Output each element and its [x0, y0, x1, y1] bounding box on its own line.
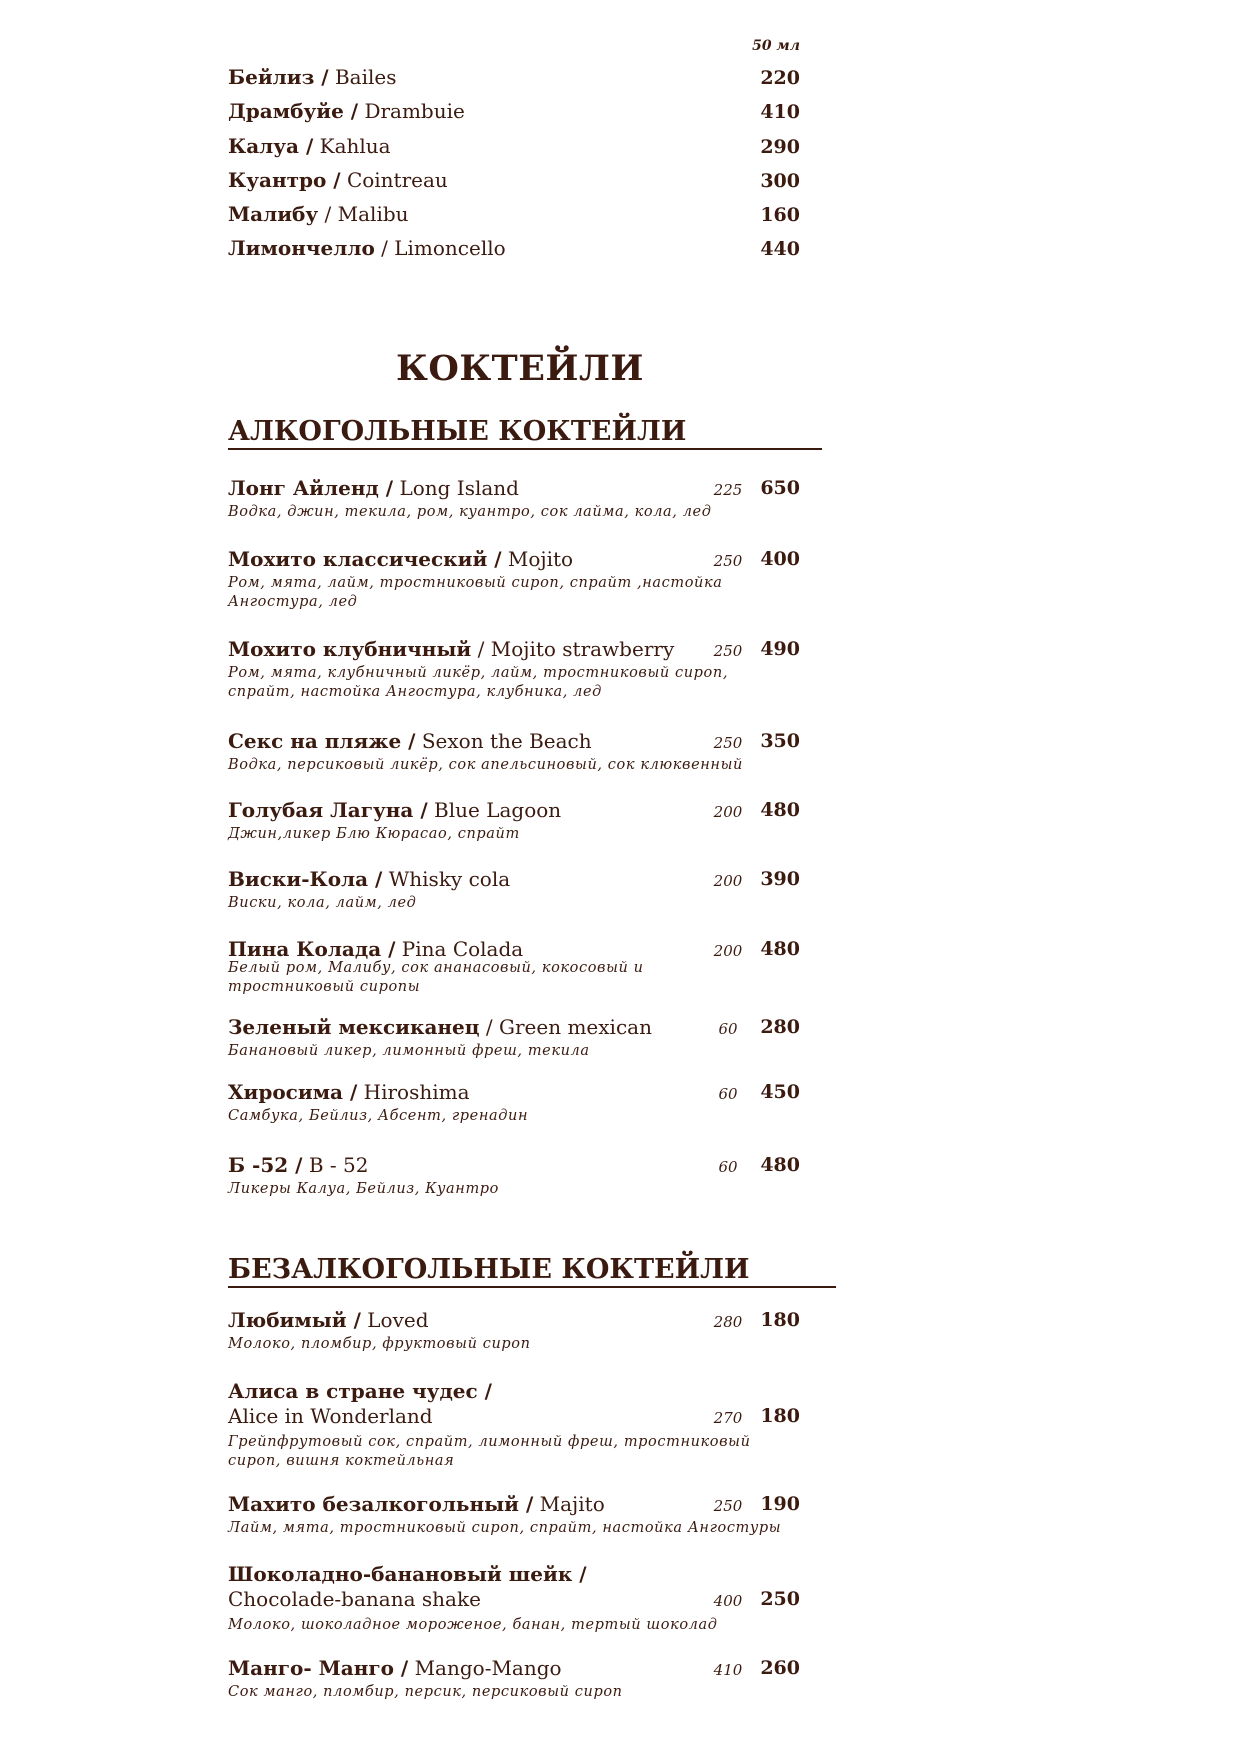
cocktail-price: 180 — [760, 1405, 800, 1427]
cocktail-item — [228, 476, 800, 522]
cocktail-item — [228, 1080, 800, 1126]
cocktail-volume: 60 — [718, 1020, 738, 1038]
cocktail-volume: 200 — [713, 803, 743, 821]
cocktail-ingredients: Молоко, шоколадное мороженое, банан, тертый шоколад — [228, 1617, 718, 1633]
liqueur-price: 410 — [760, 101, 800, 123]
cocktail-item — [228, 1153, 800, 1199]
cocktail-price: 480 — [760, 799, 800, 821]
cocktail-name: Манго- Манго / Mango-Mango — [228, 1656, 562, 1680]
cocktail-name-en: Alice in Wonderland — [228, 1404, 433, 1428]
cocktail-item — [228, 1379, 800, 1471]
liqueur-row — [228, 134, 800, 166]
cocktail-name: Мохито классический / Mojito — [228, 547, 574, 571]
liqueur-price: 290 — [760, 136, 800, 158]
liqueur-name: Куантро / Cointreau — [228, 168, 448, 192]
cocktail-name: Зеленый мексиканец / Green mexican — [228, 1015, 652, 1039]
cocktail-name: Пина Колада / Pina Colada — [228, 937, 524, 961]
cocktail-price: 450 — [760, 1081, 800, 1103]
cocktail-name-ru: Алиса в стране чудес / — [228, 1379, 492, 1403]
cocktail-name: Любимый / Loved — [228, 1308, 429, 1332]
liqueur-name: Калуа / Kahlua — [228, 134, 391, 158]
cocktail-name: Секс на пляже / Sexon the Beach — [228, 729, 592, 753]
liqueur-name: Лимончелло / Limoncello — [228, 236, 506, 260]
cocktail-ingredients: Ликеры Калуа, Бейлиз, Куантро — [228, 1181, 500, 1197]
liqueur-price: 300 — [760, 170, 800, 192]
cocktail-item — [228, 1562, 800, 1635]
cocktail-volume: 410 — [713, 1661, 743, 1679]
cocktail-name: Б -52 / B - 52 — [228, 1153, 369, 1177]
cocktail-item — [228, 1015, 800, 1061]
liqueur-row — [228, 65, 800, 97]
cocktail-item — [228, 798, 800, 844]
cocktail-item — [228, 867, 800, 913]
cocktail-price: 260 — [760, 1657, 800, 1679]
non-alcoholic-cocktails-title: БЕЗАЛКОГОЛЬНЫЕ КОКТЕЙЛИ — [228, 1254, 836, 1288]
cocktail-price: 280 — [760, 1016, 800, 1038]
cocktail-ingredients: Виски, кола, лайм, лед — [228, 895, 417, 911]
liqueur-volume-label: 50 мл — [752, 38, 800, 54]
cocktail-volume: 200 — [713, 942, 743, 960]
cocktail-ingredients: Молоко, пломбир, фруктовый сироп — [228, 1336, 531, 1352]
cocktail-ingredients: Самбука, Бейлиз, Абсент, гренадин — [228, 1108, 529, 1124]
cocktail-volume: 60 — [718, 1085, 738, 1103]
cocktail-volume: 250 — [713, 1497, 743, 1515]
cocktail-item — [228, 1308, 800, 1354]
cocktail-price: 350 — [760, 730, 800, 752]
cocktail-name: Мохито клубничный / Mojito strawberry — [228, 637, 675, 661]
liqueur-row — [228, 202, 800, 234]
cocktail-name: Махито безалкогольный / Majito — [228, 1492, 605, 1516]
cocktail-name: Лонг Айленд / Long Island — [228, 476, 519, 500]
cocktail-item — [228, 547, 800, 612]
cocktail-volume: 400 — [713, 1592, 743, 1610]
cocktails-title: КОКТЕЙЛИ — [396, 348, 644, 389]
cocktail-ingredients: Ром, мята, клубничный ликёр, лайм, тростниковый сироп, спрайт, настойка Ангостура, клубника, лед — [228, 665, 729, 700]
liqueur-name: Бейлиз / Bailes — [228, 65, 397, 89]
cocktail-price: 180 — [760, 1309, 800, 1331]
liqueur-row — [228, 99, 800, 131]
cocktail-volume: 60 — [718, 1158, 738, 1176]
cocktail-item — [228, 637, 800, 702]
cocktail-price: 400 — [760, 548, 800, 570]
liqueur-price: 220 — [760, 67, 800, 89]
cocktail-volume: 225 — [713, 481, 743, 499]
cocktail-price: 190 — [760, 1493, 800, 1515]
cocktail-item — [228, 1656, 800, 1702]
cocktail-ingredients: Ром, мята, лайм, тростниковый сироп, спрайт ,настойка Ангостура, лед — [228, 575, 723, 610]
alcoholic-cocktails-title: АЛКОГОЛЬНЫЕ КОКТЕЙЛИ — [228, 416, 822, 450]
cocktail-name: Хиросима / Hiroshima — [228, 1080, 470, 1104]
cocktail-name: Виски-Кола / Whisky cola — [228, 867, 511, 891]
liqueur-row — [228, 236, 800, 268]
cocktail-volume: 250 — [713, 734, 743, 752]
cocktail-ingredients: Лайм, мята, тростниковый сироп, спрайт, настойка Ангостуры — [228, 1520, 782, 1536]
liqueur-row — [228, 168, 800, 200]
cocktail-ingredients: Белый ром, Малибу, сок ананасовый, кокосовый и тростниковый сиропы — [228, 960, 644, 995]
cocktail-item — [228, 1492, 800, 1538]
cocktail-ingredients: Сок манго, пломбир, персик, персиковый сироп — [228, 1684, 623, 1700]
cocktail-price: 490 — [760, 638, 800, 660]
liqueur-price: 160 — [760, 204, 800, 226]
cocktail-name-en: Chocolade-banana shake — [228, 1587, 481, 1611]
cocktail-ingredients: Джин,ликер Блю Кюрасао, спрайт — [228, 826, 520, 842]
cocktail-ingredients: Грейпфрутовый сок, спрайт, лимонный фреш, тростниковый сироп, вишня коктейльная — [228, 1434, 751, 1469]
cocktail-ingredients: Водка, персиковый ликёр, сок апельсиновый, сок клюквенный — [228, 757, 743, 773]
cocktail-volume: 200 — [713, 872, 743, 890]
cocktail-name: Голубая Лагуна / Blue Lagoon — [228, 798, 562, 822]
cocktail-name-ru: Шоколадно-банановый шейк / — [228, 1562, 587, 1586]
liqueur-name: Драмбуйе / Drambuie — [228, 99, 465, 123]
cocktail-price: 650 — [760, 477, 800, 499]
cocktail-volume: 270 — [713, 1409, 743, 1427]
cocktail-item — [228, 729, 800, 775]
cocktail-price: 250 — [760, 1588, 800, 1610]
cocktail-volume: 250 — [713, 552, 743, 570]
cocktail-price: 480 — [760, 938, 800, 960]
liqueur-name: Малибу / Malibu — [228, 202, 409, 226]
cocktail-volume: 280 — [713, 1313, 743, 1331]
cocktail-price: 480 — [760, 1154, 800, 1176]
liqueur-price: 440 — [760, 238, 800, 260]
cocktail-item — [228, 937, 800, 997]
cocktail-price: 390 — [760, 868, 800, 890]
cocktail-ingredients: Водка, джин, текила, ром, куантро, сок лайма, кола, лед — [228, 504, 712, 520]
cocktail-ingredients: Банановый ликер, лимонный фреш, текила — [228, 1043, 590, 1059]
cocktail-volume: 250 — [713, 642, 743, 660]
